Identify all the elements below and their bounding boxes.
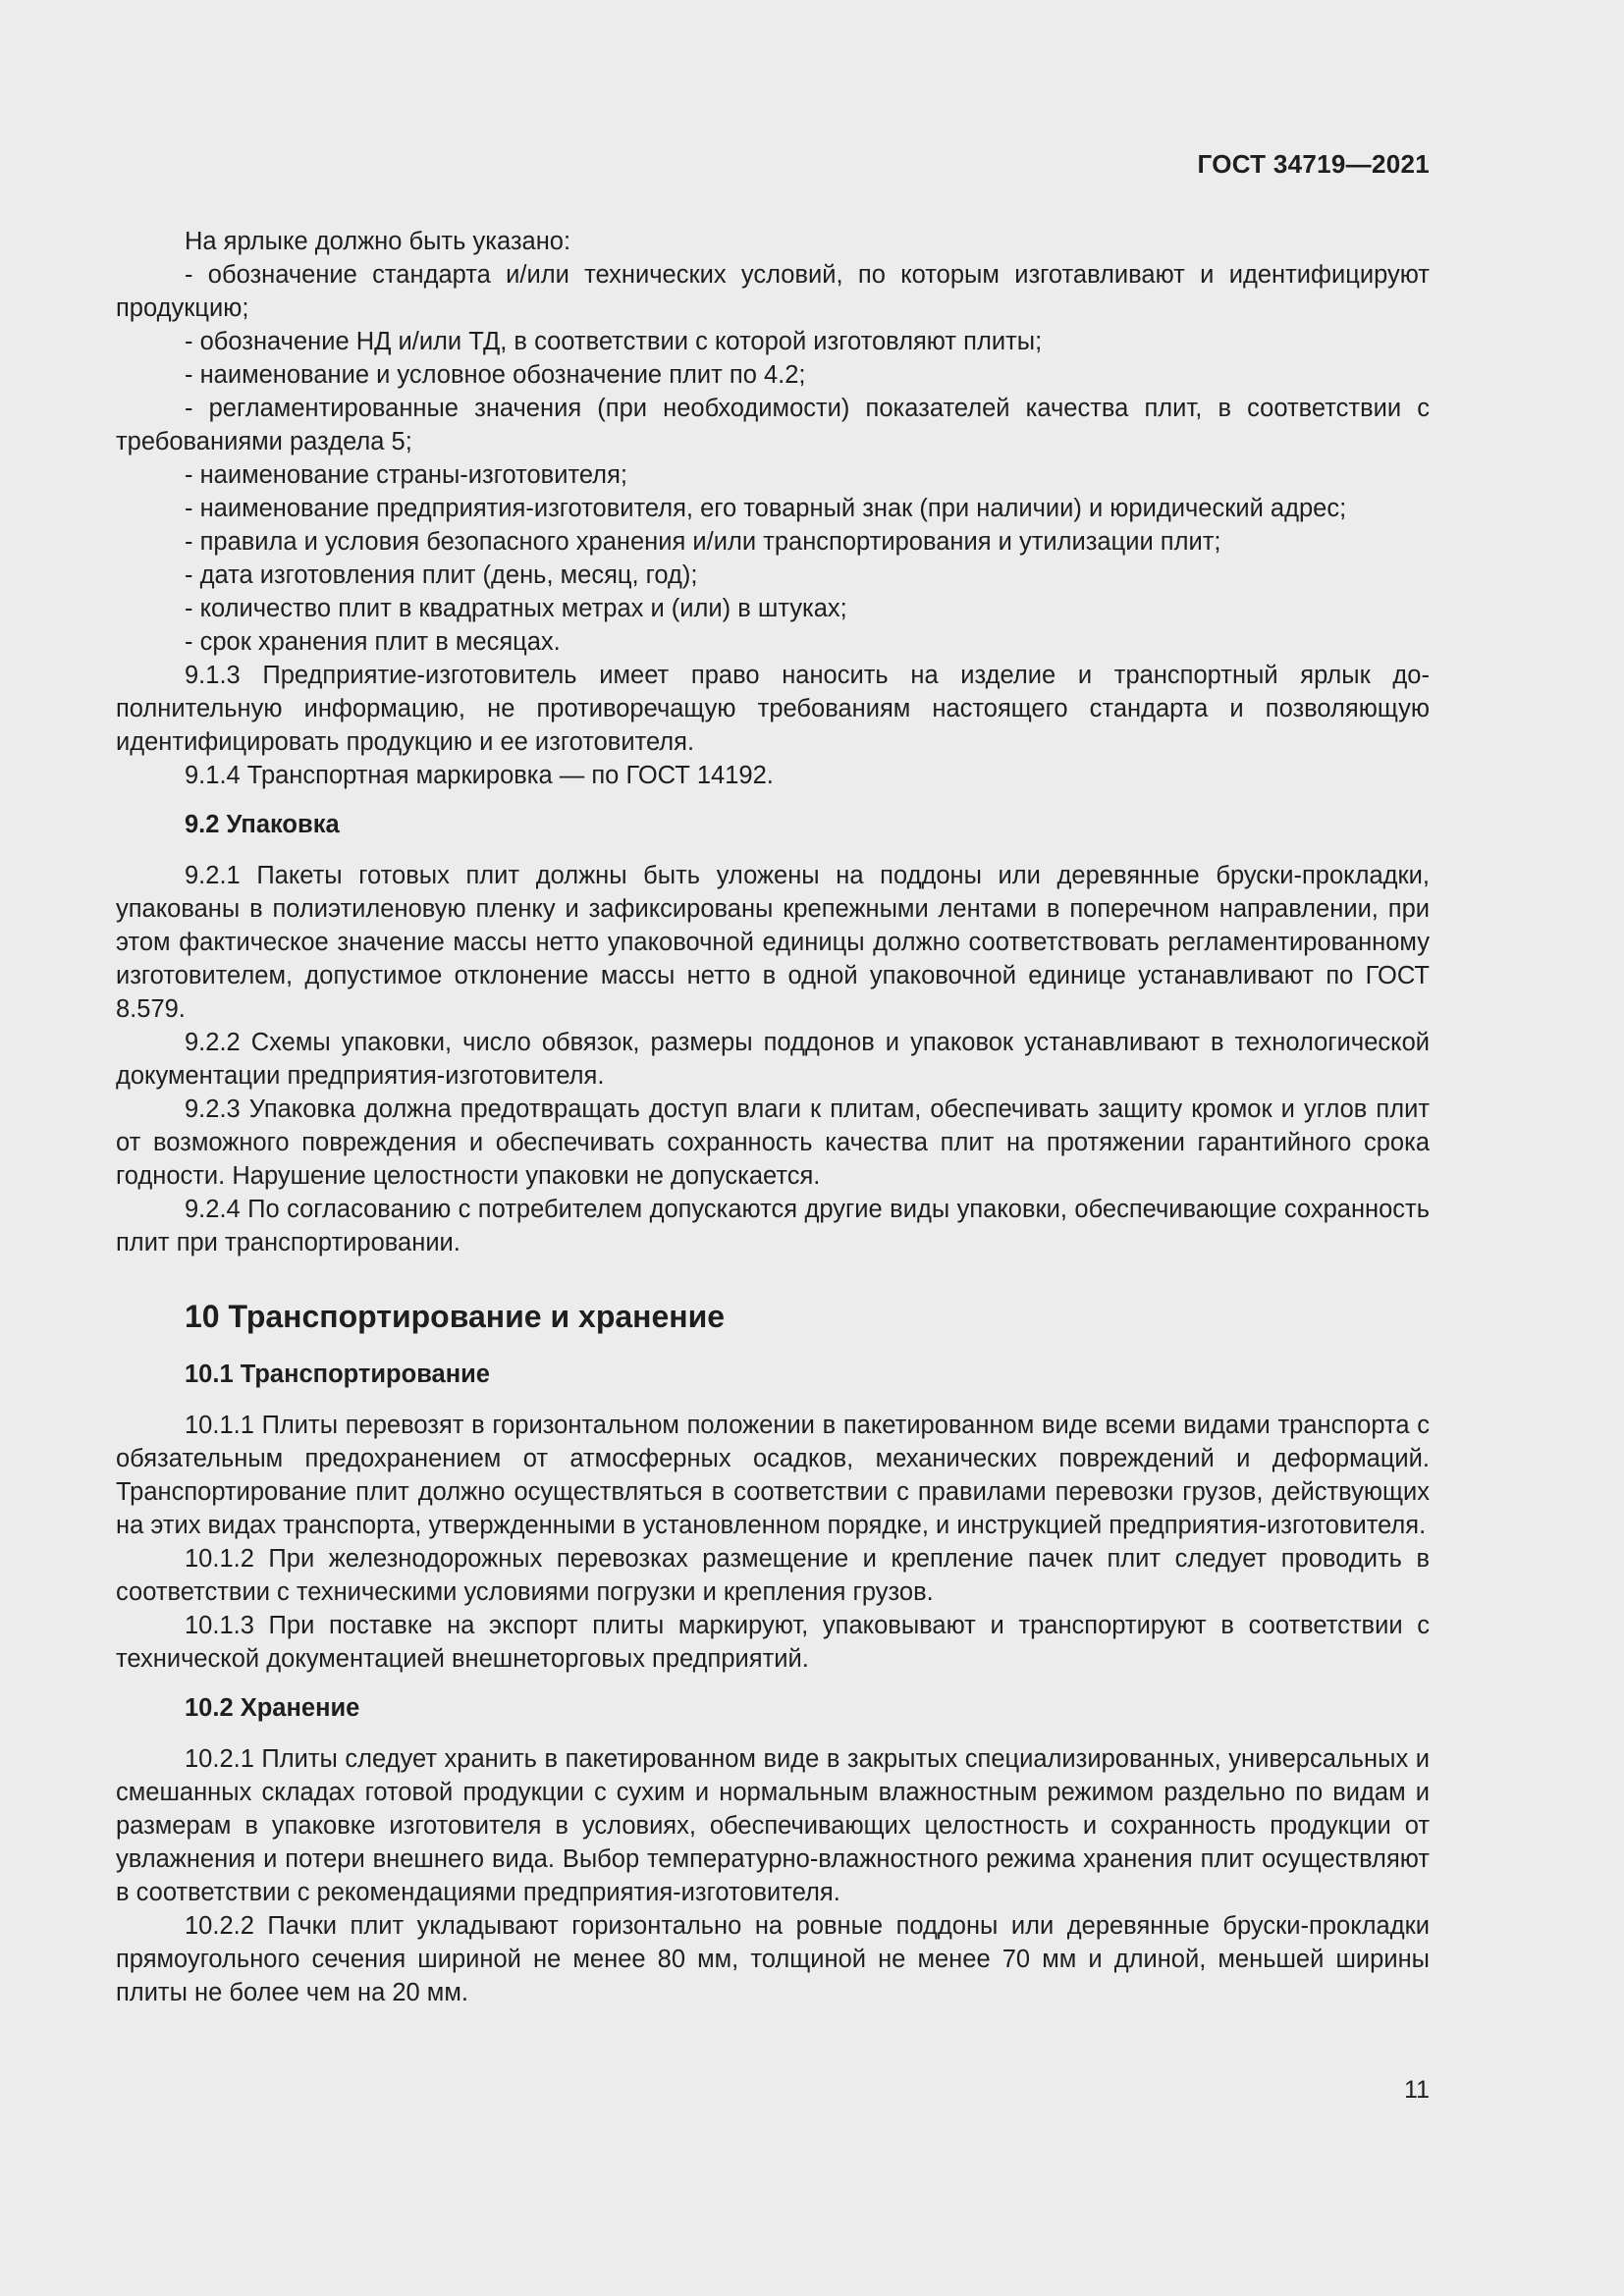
paragraph-9-2-1: 9.2.1 Пакеты готовых плит должны быть уложены на поддоны или деревянные бруски-прокладки, упакованы в полиэтиленовую пленку и зафиксированы крепежными лентами в поперечном направлении, при этом фактическое значение массы нетто упаковочной единицы должно соответствовать регламентированному изготовителем, допустимое отклонение массы нетто в одной упаковочной единице устанавливают по ГОСТ 8.579. (116, 862, 1430, 1023)
label-list-item: - наименование и условное обозначение плит по 4.2; (185, 361, 806, 389)
label-list-item: - обозначение НД и/или ТД, в соответствии с которой изготовляют плиты; (185, 328, 1043, 355)
label-list-item: - наименование предприятия-изготовителя, его товарный знак (при наличии) и юридический адрес; (185, 495, 1347, 522)
label-list-item: - правила и условия безопасного хранения и/или транспортирования и утилизации плит; (185, 528, 1221, 556)
paragraph-10-1-1: 10.1.1 Плиты перевозят в горизонтальном положении в пакетированном виде всеми видами транспорта с обязательным предохранением от атмосферных осадков, механических повреждений и деформаций. Транспортирование плит должно осуществляться в соответствии с правилами перевозки грузов, действующих на этих видах транспорта, утвержденными в установленном порядке, и инструкцией предприятия-изготовителя. (116, 1412, 1430, 1539)
paragraph-10-2-1: 10.2.1 Плиты следует хранить в пакетированном виде в закрытых специализированных, универсальных и смешанных складах готовой продукции с сухим и нормальным влажностным режимом раздельно по видам и размерам в упаковке изготовителя в условиях, обеспечивающих целостность и сохранность продукции от увлажнения и потери внешнего вида. Выбор температурно-влажностного режима хранения плит осуществляют в соответствии с рекомендациями предприятия-изготовителя. (116, 1745, 1430, 1906)
paragraph-9-2-3: 9.2.3 Упаковка должна предотвращать доступ влаги к плитам, обеспечивать защиту кромок и углов плит от возможного повреждения и обеспечивать сохранность качества плит на протяжении гарантийного срока годности. Нарушение целостности упаковки не допускается. (116, 1095, 1430, 1190)
paragraph-10-1-2: 10.1.2 При железнодорожных перевозках размещение и крепление пачек плит следует проводить в соответствии с техническими условиями погрузки и крепления грузов. (116, 1545, 1430, 1606)
document-code-header: ГОСТ 34719—2021 (1197, 149, 1430, 179)
chapter-heading-10: 10 Транспортирование и хранение (185, 1299, 726, 1334)
paragraph-9-2-4: 9.2.4 По согласованию с потребителем допускаются другие виды упаковки, обеспечивающие сохранность плит при транспортировании. (116, 1196, 1430, 1256)
paragraph-10-2-2: 10.2.2 Пачки плит укладывают горизонтально на ровные поддоны или деревянные бруски-прокладки прямоугольного сечения шириной не менее 80 мм, толщиной не менее 70 мм и длиной, меньшей ширины плиты не более чем на 20 мм. (116, 1912, 1430, 2006)
section-heading-10-1: 10.1 Транспортирование (185, 1361, 490, 1388)
label-list-item: - срок хранения плит в месяцах. (185, 628, 561, 656)
label-intro: На ярлыке должно быть указано: (185, 228, 571, 255)
paragraph-9-1-3: 9.1.3 Предприятие-изготовитель имеет право наносить на изделие и транспортный ярлык дополнительную информацию, не противоречащую требованиям настоящего стандарта и позволяющую идентифицировать продукцию и ее изготовителя. (116, 662, 1430, 756)
label-list-item: - количество плит в квадратных метрах и (или) в штуках; (185, 595, 847, 622)
label-list-item: - дата изготовления плит (день, месяц, год); (185, 561, 698, 589)
section-heading-10-2: 10.2 Хранение (185, 1694, 360, 1722)
section-heading-9-2: 9.2 Упаковка (185, 811, 340, 838)
paragraph-9-1-4: 9.1.4 Транспортная маркировка — по ГОСТ 14192. (185, 762, 774, 789)
paragraph-10-1-3: 10.1.3 При поставке на экспорт плиты маркируют, упаковывают и транспортируют в соответствии с технической документацией внешнеторговых предприятий. (116, 1612, 1430, 1673)
paragraph-9-2-2: 9.2.2 Схемы упаковки, число обвязок, размеры поддонов и упаковок устанавливают в технологической документации предприятия-изготовителя. (116, 1029, 1430, 1090)
label-list-item: - наименование страны-изготовителя; (185, 461, 627, 489)
document-body (116, 225, 1430, 2009)
page-number: 11 (1404, 2076, 1430, 2104)
label-list-item: - обозначение стандарта и/или технических условий, по которым изготавливают и идентифицируют продукцию; (116, 261, 1430, 322)
label-list-item: - регламентированные значения (при необходимости) показателей качества плит, в соответствии с требованиями раздела 5; (116, 395, 1430, 455)
